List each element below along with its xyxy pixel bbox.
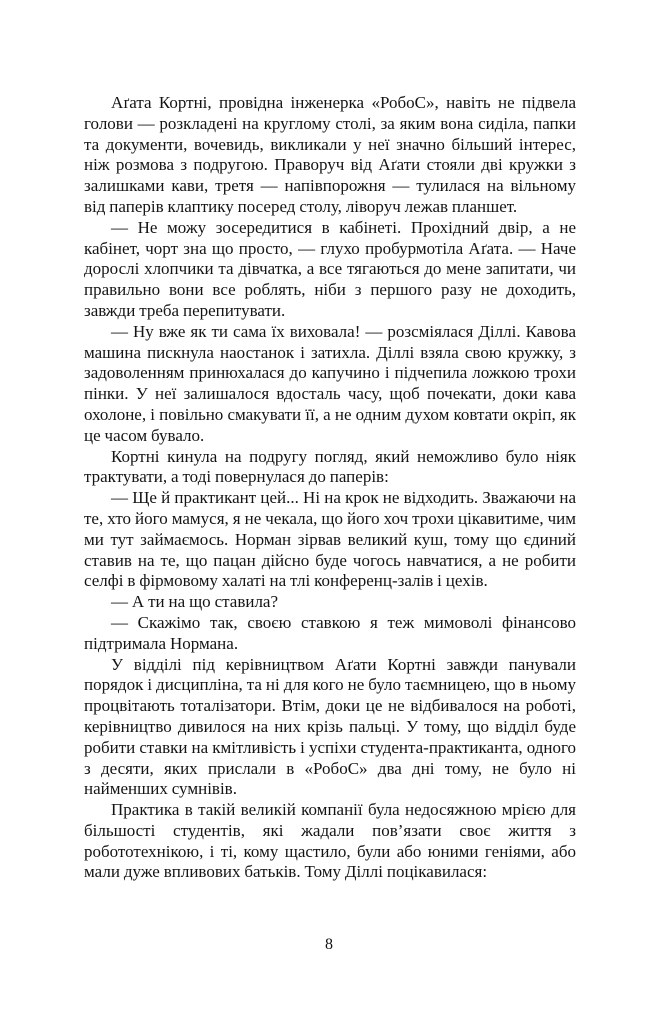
paragraph: — Не можу зосередитися в кабінеті. Прохідний двір, а не кабінет, чорт зна що просто, — глухо пробурмотіла Аґата. — Наче дорослі хлопчики та дівчатка, а все тягаються до мене запитати, чи правильно вони все роблять, ніби з першого разу не доходить, завжди треба перепитувати. (84, 217, 576, 320)
paragraph: Кортні кинула на подругу погляд, який неможливо було ніяк трактувати, а тоді повернулася до паперів: (84, 446, 576, 487)
paragraph: — Ну вже як ти сама їх виховала! — розсміялася Діллі. Кавова машина пискнула наостанок і затихла. Діллі взяла свою кружку, з задоволенням принюхалася до капучино і підчепила ложкою трохи пінки. У неї залишалося вдосталь часу, щоб почекати, доки кава охолоне, і повільно смакувати її, а не одним духом ковтати окріп, як це часом бувало. (84, 321, 576, 445)
paragraph: — Ще й практикант цей... Ні на крок не відходить. Зважаючи на те, хто його мамуся, я не чекала, що його хоч трохи цікавитиме, чим ми тут займаємось. Норман зірвав великий куш, тому що єдиний ставив на те, що пацан дійсно буде чогось навчатися, а не робити селфі в фірмовому халаті на тлі конференц-залів і цехів. (84, 488, 576, 591)
paragraph: — Скажімо так, своєю ставкою я теж мимоволі фінансово підтримала Нормана. (84, 612, 576, 653)
page-number: 8 (325, 936, 333, 953)
paragraph: Практика в такій великій компанії була недосяжною мрією для більшості студентів, які жадали пов’язати своє життя з робототехнікою, і ті, кому щастило, були або юними геніями, або мали дуже впливових батьків. Тому Діллі поцікавилася: (84, 800, 576, 882)
text-block (84, 93, 576, 883)
paragraph: Аґата Кортні, провідна інженерка «РобоС», навіть не підвела голови — розкладені на круглому столі, за яким вона сиділа, папки та документи, вочевидь, викликали у неї значно більший інтерес, ніж розмова з подругою. Праворуч від Аґати стояли дві кружки з залишками кави, третя — напівпорожня — тулилася на вільному від паперів клаптику посеред столу, ліворуч лежав планшет. (84, 93, 576, 216)
paragraph: У відділі під керівництвом Аґати Кортні завжди панували порядок і дисципліна, та ні для кого не було таємницею, що в ньому процвітають тоталізатори. Втім, доки це не відбивалося на роботі, керівництво дивилося на них крізь пальці. У тому, що відділ буде робити ставки на кмітливість і успіхи студента-практиканта, одного з десяти, яких прислали в «РобоС» два дні тому, не було ні найменших сумнівів. (84, 654, 576, 799)
paragraph: — А ти на що ставила? (111, 592, 279, 612)
